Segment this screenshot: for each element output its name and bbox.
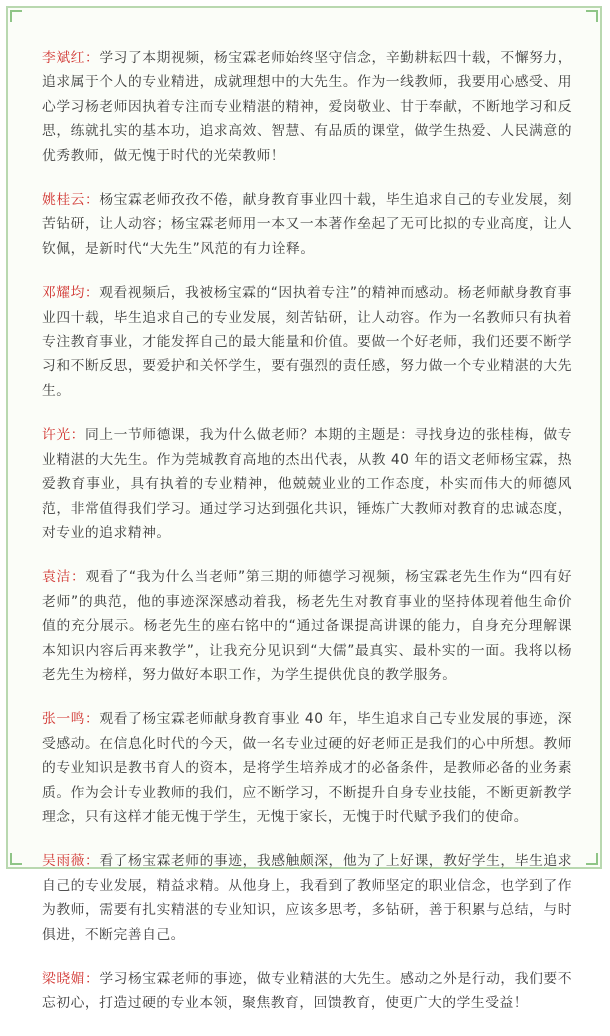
commenter-name: 姚桂云： (42, 192, 100, 209)
comment-entry (42, 281, 572, 403)
commenter-name: 梁晓媚： (42, 971, 100, 987)
frame-corner (10, 853, 22, 865)
comment-text: 同上一节师德课，我为什么做老师？本期的主题是：寻找身边的张桂梅，做专业精湛的大先生。作为莞城教育高地的杰出代表，从教 40 年的语文老师杨宝霖，热爱教育事业，具有执着的专业精神，他兢兢业业的工作态度，朴实而伟大的师德风范，非常值得我们学习。通过学习达到强化共识，锤炼广大教师对教育的忠诚态度，对专业的追求精神。 (42, 427, 573, 541)
commenter-name: 张一鸣： (42, 711, 100, 728)
comment-entry (42, 188, 572, 261)
comment-entry (42, 707, 572, 829)
commenter-name: 袁洁： (42, 569, 86, 586)
commenter-name: 吴雨薇： (42, 853, 100, 870)
comment-text: 学习了本期视频，杨宝霖老师始终坚守信念，辛勤耕耘四十载，不懈努力，追求属于个人的专业精进，成就理想中的大先生。作为一线教师，我要用心感受、用心学习杨老师因执着专注而专业精湛的精神，爱岗敬业、甘于奉献，不断地学习和反思，练就扎实的基本功，追求高效、智慧、有品质的课堂，做学生热爱、人民满意的优秀教师，做无愧于时代的光荣教师！ (42, 50, 573, 164)
comments-list (42, 46, 572, 1036)
comment-entry (42, 46, 572, 168)
comment-text: 学习杨宝霖老师的事迹，做专业精湛的大先生。感动之外是行动，我们要不忘初心，打造过硬的专业本领，聚焦教育，回馈教育，使更广大的学生受益！ (42, 971, 573, 1012)
frame-corner (586, 10, 598, 22)
comment-text: 杨宝霖老师孜孜不倦，献身教育事业四十载，毕生追求自己的专业发展，刻苦钻研，让人动容；杨宝霖老师用一本又一本著作垒起了无可比拟的专业高度，让人钦佩，是新时代“大先生”风范的有力诠释。 (42, 192, 573, 257)
commenter-name: 李斌红： (42, 50, 100, 66)
comment-text: 观看视频后，我被杨宝霖的“因执着专注”的精神而感动。杨老师献身教育事业四十载，毕生追求自己的专业发展，刻苦钻研，让人动容。作为一名教师只有执着专注教育事业，才能发挥自己的最大能量和价值。要做一个好老师，我们还要不断学习和不断反思，要爱护和关怀学生，要有强烈的责任感，努力做一个专业精湛的大先生。 (42, 285, 573, 399)
commenter-name: 邓耀均： (42, 285, 100, 302)
comment-text: 看了杨宝霖老师的事迹，我感触颇深，他为了上好课，教好学生，毕生追求自己的专业发展，精益求精。从他身上，我看到了教师坚定的职业信念，也学到了作为教师，需要有扎实精湛的专业知识，应该多思考，多钻研，善于积累与总结，与时俱进，不断完善自己。 (42, 853, 573, 943)
comment-text: 观看了“我为什么当老师”第三期的师德学习视频，杨宝霖老先生作为“四有好老师”的典范，他的事迹深深感动着我，杨老先生对教育事业的坚持体现着他生命价值的充分展示。杨老先生的座右铭中的“通过备课提高讲课的能力，自身充分理解课本知识内容后再来教学”，让我充分见识到“大儒”最真实、最朴实的一面。我将以杨老先生为榜样，努力做好本职工作，为学生提供优良的教学服务。 (42, 569, 572, 683)
comment-entry (42, 565, 572, 687)
frame-corner (586, 853, 598, 865)
comment-text: 观看了杨宝霖老师献身教育事业 40 年，毕生追求自己专业发展的事迹，深受感动。在信息化时代的今天，做一名专业过硬的好老师正是我们的心中所想。教师的专业知识是教书育人的资本，是将学生培养成才的必备条件，是教师必备的业务素质。作为会计专业教师的我们，应不断学习，不断提升自身专业技能，不断更新教学理念，只有这样才能无愧于学生，无愧于家长，无愧于时代赋予我们的使命。 (42, 711, 573, 825)
frame-corner (10, 10, 22, 22)
commenter-name: 许光： (42, 427, 85, 444)
comment-entry (42, 849, 572, 947)
comment-entry (42, 967, 572, 1016)
comment-entry (42, 423, 572, 545)
